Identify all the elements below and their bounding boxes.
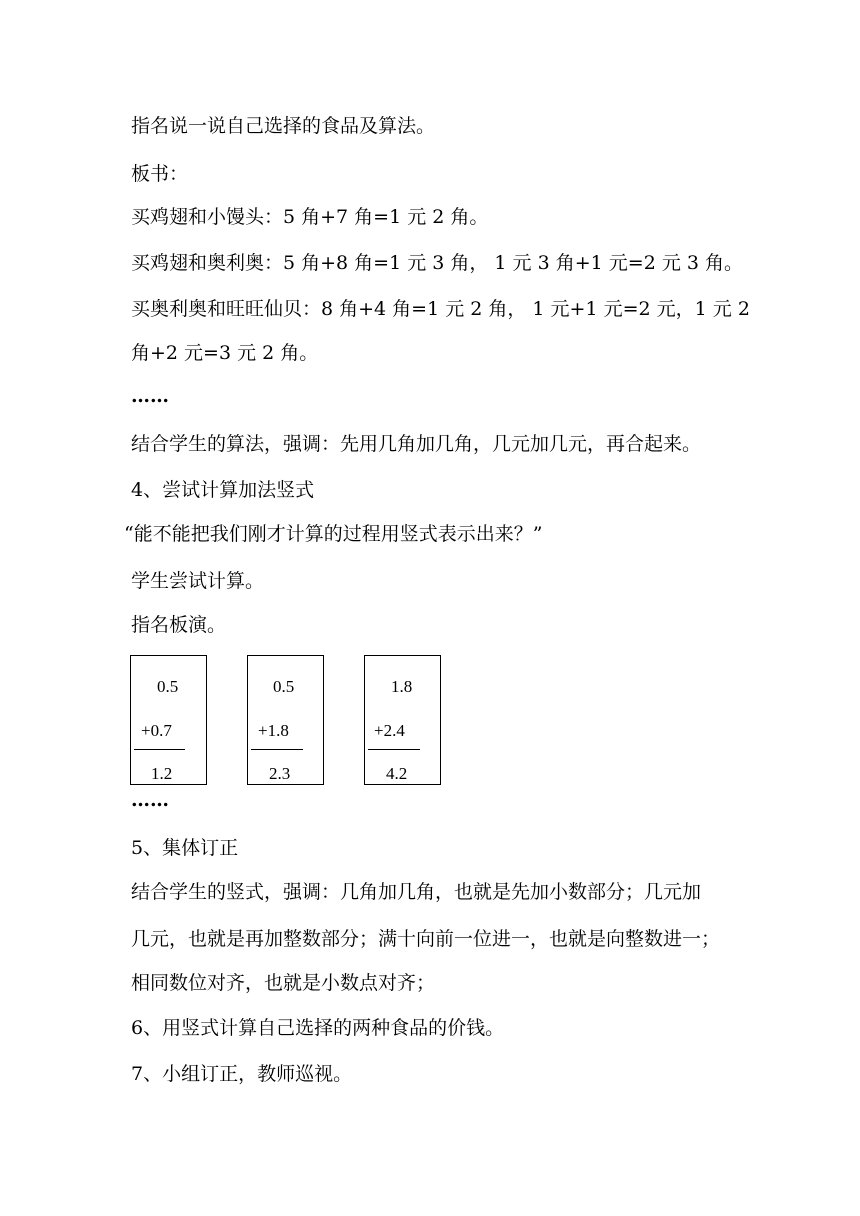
sum-top-number: 0.5 [157, 677, 179, 696]
text-line: 角+2 元=3 元 2 角。 [131, 342, 319, 364]
section-heading: 5、集体订正 [131, 837, 239, 859]
ellipsis: …… [131, 789, 169, 811]
text-line: 相同数位对齐，也就是小数点对齐； [131, 972, 436, 994]
text-line: 结合学生的算法，强调：先用几角加几角，几元加几元，再合起来。 [131, 433, 702, 455]
text-line: 买奥利奥和旺旺仙贝：8 角+4 角=1 元 2 角， 1 元+1 元=2 元，1 元 2 [131, 298, 750, 320]
text-line: 结合学生的竖式，强调：几角加几角，也就是先加小数部分；几元加 [131, 881, 702, 903]
section-heading: 6、用竖式计算自己选择的两种食品的价钱。 [131, 1017, 505, 1039]
sum-addend: +0.7 [141, 721, 172, 740]
text-line: 指名板演。 [131, 614, 227, 636]
section-heading: 7、小组订正，教师巡视。 [131, 1063, 353, 1085]
sum-result: 4.2 [386, 764, 408, 783]
vertical-sum-box [364, 655, 441, 785]
text-line: 买鸡翅和奥利奥：5 角+8 角=1 元 3 角， 1 元 3 角+1 元=2 元 3 角。 [131, 252, 743, 274]
ellipsis: …… [131, 385, 169, 407]
sum-top-number: 0.5 [273, 677, 295, 696]
sum-addend: +2.4 [374, 721, 405, 740]
sum-rule [368, 749, 420, 750]
vertical-sum-box [130, 655, 207, 785]
text-line: 板书： [131, 163, 189, 185]
quote-line: “能不能把我们刚才计算的过程用竖式表示出来？” [124, 523, 543, 545]
sum-rule [251, 749, 303, 750]
sum-top-number: 1.8 [391, 677, 413, 696]
text-line: 学生尝试计算。 [131, 570, 265, 592]
text-line: 买鸡翅和小馒头：5 角+7 角=1 元 2 角。 [131, 206, 489, 228]
sum-rule [134, 749, 185, 750]
sum-addend: +1.8 [258, 721, 289, 740]
sum-result: 2.3 [269, 764, 291, 783]
vertical-sum-box [247, 655, 324, 785]
sum-result: 1.2 [151, 764, 173, 783]
text-line: 指名说一说自己选择的食品及算法。 [131, 115, 436, 137]
text-line: 几元，也就是再加整数部分；满十向前一位进一，也就是向整数进一； [131, 928, 721, 950]
section-heading: 4、尝试计算加法竖式 [131, 479, 315, 501]
